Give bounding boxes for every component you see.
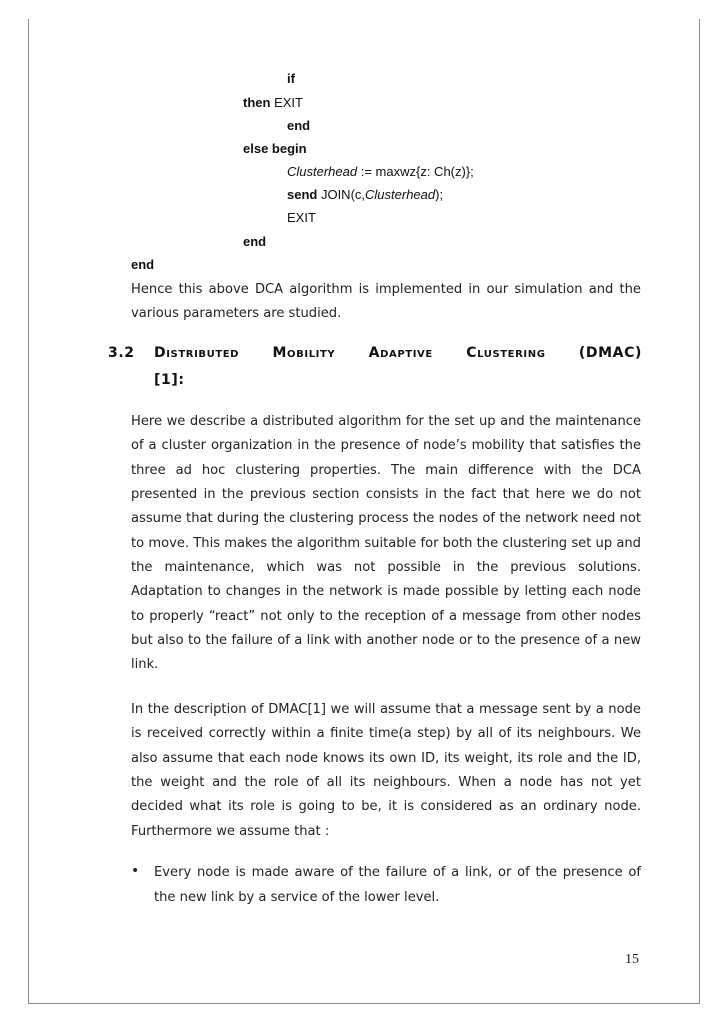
code-clusterhead-line bbox=[287, 164, 474, 180]
code-then-line bbox=[243, 95, 303, 111]
page-number: 15 bbox=[625, 952, 639, 967]
intro-paragraph: Hence this above DCA algorithm is implemented in our simulation and the various parameters are studied. bbox=[131, 282, 641, 322]
code-then-keyword: then bbox=[243, 95, 271, 110]
section-title: Distributed Mobility Adaptive Clustering (DMAC) bbox=[154, 345, 642, 361]
code-end-outer: end bbox=[131, 257, 155, 272]
code-exit: EXIT bbox=[287, 210, 316, 225]
body-paragraph-1: Here we describe a distributed algorithm for the set up and the maintenance of a cluster organization in the presence of node’s mobility that satisfies the three ad hoc clustering properties. The main difference with the DCA presented in the previous section consists in the fact that here we do not assume that during the clustering process the nodes of the network need not to move. This makes the algorithm suitable for both the clustering set up and the maintenance, which was not possible in the previous solutions. Adaptation to changes in the network is made possible by letting each node to properly “react” not only to the reception of a message from other nodes but also to the failure of a link with another node or to the presence of a new link. bbox=[131, 414, 641, 673]
section-title-continuation: [1]: bbox=[154, 372, 185, 388]
code-if: if bbox=[287, 71, 295, 86]
code-send-arg: Clusterhead bbox=[365, 187, 436, 202]
code-send-rest-a: JOIN(c, bbox=[317, 187, 366, 202]
code-end-else: end bbox=[243, 234, 267, 249]
code-send-line bbox=[287, 187, 443, 203]
code-clusterhead-var: Clusterhead bbox=[287, 164, 358, 179]
code-clusterhead-rest: := maxwz{z: Ch(z)}; bbox=[357, 164, 474, 179]
bullet-marker: • bbox=[131, 863, 140, 879]
code-end-inner: end bbox=[287, 118, 311, 133]
code-send-keyword: send bbox=[287, 187, 318, 202]
section-number: 3.2 bbox=[108, 345, 135, 361]
code-else-begin: else begin bbox=[243, 141, 307, 156]
bullet-item-text: Every node is made aware of the failure of a link, or of the presence of the new link by a service of the lower level. bbox=[154, 865, 641, 905]
body-paragraph-2: In the description of DMAC[1] we will assume that a message sent by a node is received correctly within a finite time(a step) by all of its neighbours. We also assume that each node knows its own ID, its weight, its role and the ID, the weight and the role of all its neighbours. When a node has not yet decided what its role is going to be, it is considered as an ordinary node. Furthermore we assume that : bbox=[131, 702, 641, 839]
code-send-rest-b: ); bbox=[435, 187, 444, 202]
code-then-rest: EXIT bbox=[270, 95, 303, 110]
